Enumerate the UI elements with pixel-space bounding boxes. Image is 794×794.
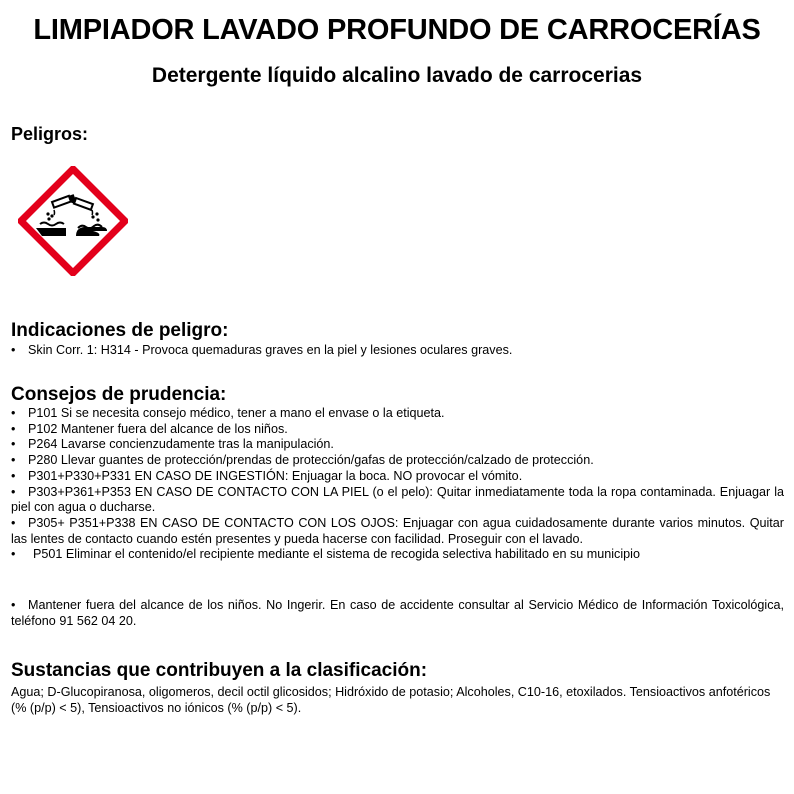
- bullet: •: [11, 406, 16, 420]
- list-item: • P301+P330+P331 EN CASO DE INGESTIÓN: Enjuagar la boca. NO provocar el vómito.: [11, 468, 523, 483]
- list-item: • P101 Si se necesita consejo médico, tener a mano el envase o la etiqueta.: [11, 406, 445, 420]
- bullet: •: [11, 484, 16, 499]
- bullet: •: [11, 437, 16, 452]
- page-subtitle: Detergente líquido alcalino lavado de carrocerias: [151, 64, 643, 87]
- bullet: •: [11, 468, 16, 483]
- list-item: • P305+ P351+P338 EN CASO DE CONTACTO CON LOS OJOS: Enjuagar con agua cuidadosamente durante varios minutos. Quitar las lentes de contacto cuando estén presentes y pueda hacerse con facilidad. Proseguir con el lavado.: [11, 515, 784, 546]
- bullet: •: [11, 598, 16, 612]
- precautionary-heading: Consejos de prudencia:: [11, 384, 227, 405]
- bullet: •: [11, 547, 16, 562]
- hazard-statements-list: [11, 343, 784, 359]
- substances-text: Agua; D-Glucopiranosa, oligomeros, decil octil glicosidos; Hidróxido de potasio; Alcoholes, C10-16, etoxilados. Tensioactivos anfotéricos (% (p/p) < 5), Tensioactivos no iónicos (% (p/p) < 5).: [11, 685, 771, 715]
- list-item: • Skin Corr. 1: H314 - Provoca quemaduras graves en la piel y lesiones oculares graves.: [11, 343, 513, 357]
- list-item: • P102 Mantener fuera del alcance de los niños.: [11, 421, 288, 436]
- bullet: •: [11, 515, 16, 530]
- bullet: •: [11, 343, 16, 357]
- bullet: •: [11, 453, 16, 468]
- precautionary-list: [11, 406, 784, 563]
- page-title: LIMPIADOR LAVADO PROFUNDO DE CARROCERÍAS: [33, 14, 761, 46]
- corrosive-ghs05-icon: [18, 166, 128, 276]
- hazard-statements-heading: Indicaciones de peligro:: [11, 320, 229, 341]
- list-item: • P280 Llevar guantes de protección/prendas de protección/gafas de protección/calzado de protección.: [11, 453, 594, 468]
- list-item: • P501 Eliminar el contenido/el recipiente mediante el sistema de recogida selectiva habilitado en su municipio: [11, 547, 640, 562]
- hazards-heading: Peligros:: [11, 124, 89, 144]
- substances-heading: Sustancias que contribuyen a la clasificación:: [11, 660, 428, 681]
- safety-note: • Mantener fuera del alcance de los niños. No Ingerir. En caso de accidente consultar al Servicio Médico de Información Toxicológica, teléfono 91 562 04 20.: [11, 598, 784, 628]
- list-item: • P264 Lavarse concienzudamente tras la manipulación.: [11, 437, 334, 452]
- bullet: •: [11, 421, 16, 436]
- list-item: • P303+P361+P353 EN CASO DE CONTACTO CON LA PIEL (o el pelo): Quitar inmediatamente toda la ropa contaminada. Enjuagar la piel con agua o ducharse.: [11, 484, 784, 515]
